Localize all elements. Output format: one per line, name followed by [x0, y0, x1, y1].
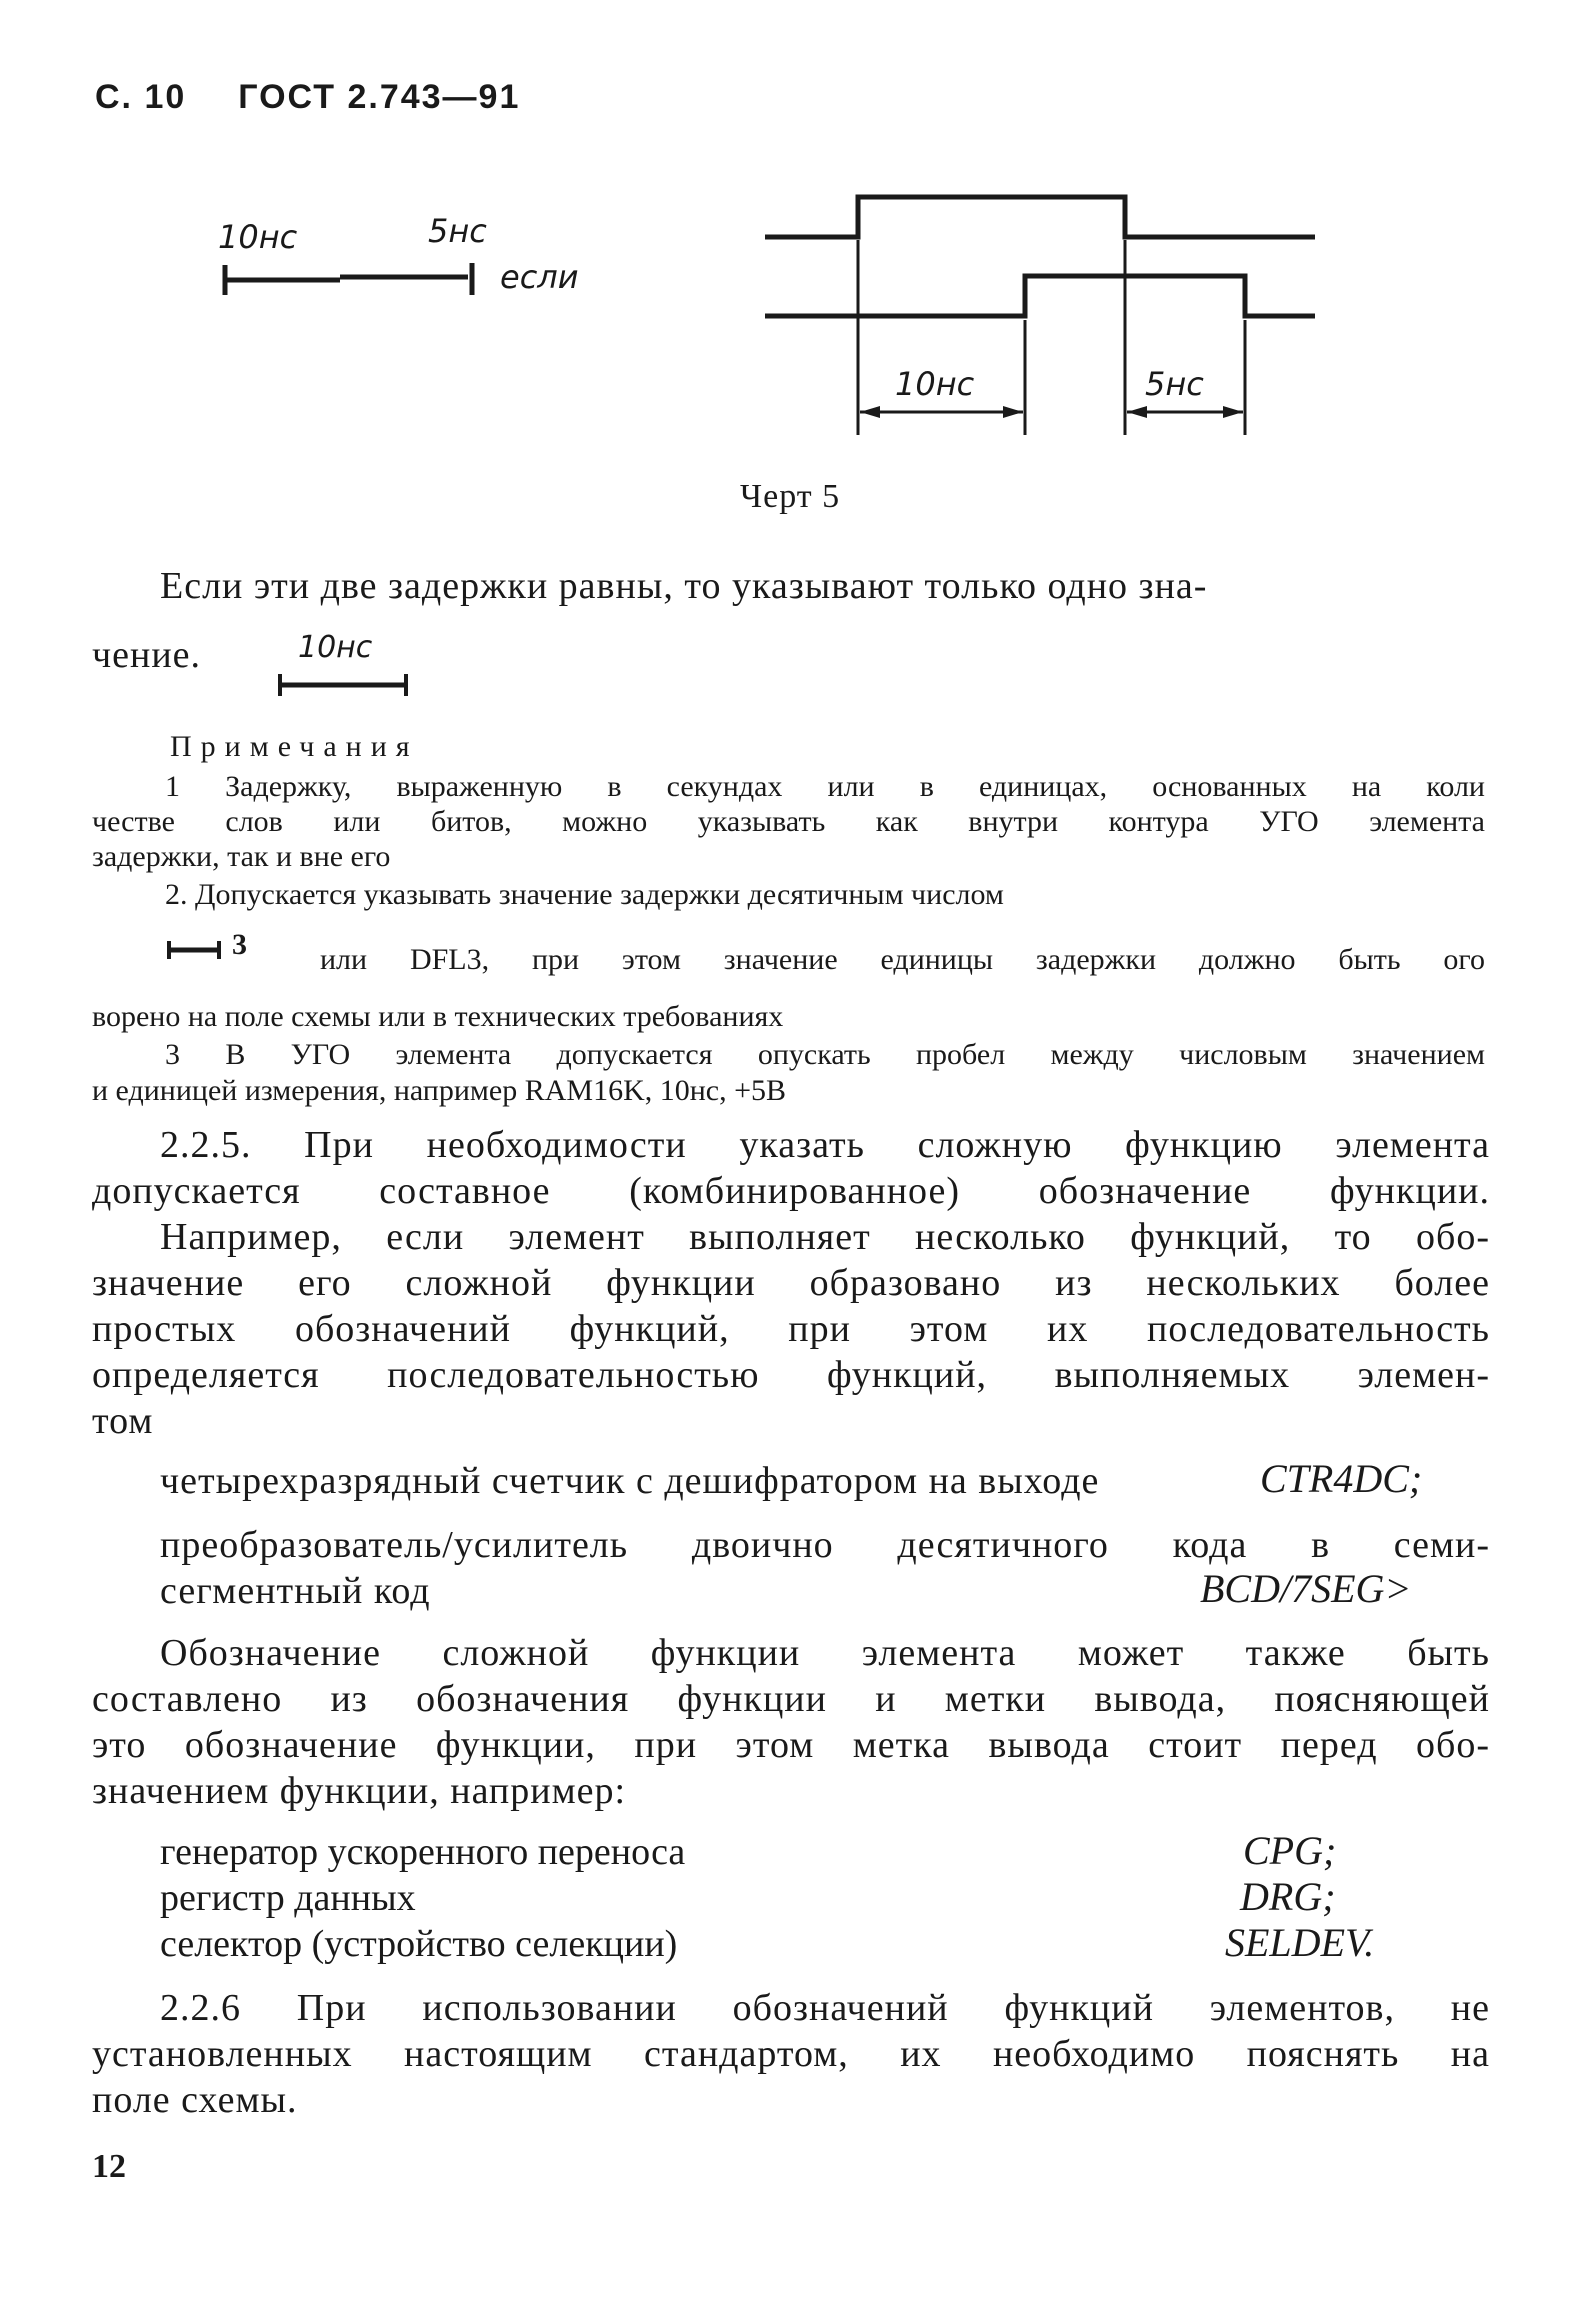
function-name: селектор (устройство селекции): [160, 1923, 678, 1965]
timing-label-5ns: 5нс: [1145, 365, 1204, 403]
equal-delay-label: 10нс: [298, 630, 373, 665]
single-delay-icon: [276, 670, 416, 700]
example2-line1: преобразователь/усилитель двоично десятичного кода в семи-: [160, 1524, 1490, 1566]
note1-line1: 1 Задержку, выраженную в секундах или в единицах, основанных на коли: [165, 770, 1485, 803]
note2-line1: 2. Допускается указывать значение задержки десятичным числом: [165, 878, 1004, 911]
complex-line2: составлено из обозначения функции и метки вывода, поясняющей: [92, 1678, 1490, 1720]
example2-line2: сегментный код: [160, 1570, 431, 1612]
note2-line3: ворено на поле схемы или в технических требованиях: [92, 1000, 784, 1033]
delay-symbol-icon: [210, 255, 490, 305]
s225-line7: том: [92, 1400, 154, 1442]
function-name: регистр данных: [160, 1877, 416, 1919]
s225-line2: допускается составное (комбинированное) обозначение функции.: [92, 1170, 1490, 1212]
s225-line6: определяется последовательностью функций, выполняемых элемен-: [92, 1354, 1490, 1396]
figure-caption: Черт 5: [740, 478, 841, 515]
s225-line4: значение его сложной функции образовано из нескольких более: [92, 1262, 1490, 1304]
standard-ref: ГОСТ 2.743—91: [238, 78, 521, 116]
note1-line2: честве слов или битов, можно указывать как внутри контура УГО элемента: [92, 805, 1485, 838]
delay-label-2: 5нс: [428, 212, 487, 250]
decimal-delay-icon: [165, 935, 235, 965]
function-code: CPG;: [1243, 1828, 1337, 1873]
para-equal-line1: Если эти две задержки равны, то указывают только одно зна-: [160, 565, 1208, 607]
complex-line1: Обозначение сложной функции элемента может также быть: [160, 1632, 1490, 1674]
timing-diagram: [750, 180, 1350, 450]
s226-line1: 2.2.6 При использовании обозначений функций элементов, не: [160, 1987, 1490, 2029]
s225-line1: 2.2.5. При необходимости указать сложную функцию элемента: [160, 1124, 1490, 1166]
s226-line3: поле схемы.: [92, 2079, 298, 2121]
page-number: 12: [92, 2148, 126, 2185]
example2-code: BCD/7SEG>: [1200, 1566, 1412, 1611]
function-name: генератор ускоренного переноса: [160, 1831, 686, 1873]
page-header: [95, 78, 520, 117]
note1-line3: задержки, так и вне его: [92, 840, 391, 873]
notes-title: Примечания: [170, 730, 419, 763]
page-ref: С. 10: [95, 78, 187, 116]
s225-line3: Например, если элемент выполняет несколько функций, то обо-: [160, 1216, 1490, 1258]
decimal-delay-digit: 3: [232, 928, 247, 961]
s226-line2: установленных настоящим стандартом, их необходимо пояснять на: [92, 2033, 1490, 2075]
s225-line5: простых обозначений функций, при этом их последовательность: [92, 1308, 1490, 1350]
function-code: DRG;: [1240, 1874, 1336, 1919]
note3-line2: и единицей измерения, например RAM16K, 10нс, +5В: [92, 1074, 787, 1107]
example1-text: четырехразрядный счетчик с дешифратором на выходе: [160, 1460, 1100, 1502]
para-equal-line2: чение.: [92, 634, 202, 676]
delay-label-1: 10нс: [218, 218, 298, 256]
timing-label-10ns: 10нс: [895, 365, 975, 403]
example1-code: CTR4DC;: [1260, 1456, 1423, 1501]
function-code: SELDEV.: [1225, 1920, 1375, 1965]
note2-line2: или DFL3, при этом значение единицы задержки должно быть ого: [320, 943, 1485, 976]
note3-line1: 3 В УГО элемента допускается опускать пробел между числовым значением: [165, 1038, 1485, 1071]
complex-line3: это обозначение функции, при этом метка вывода стоит перед обо-: [92, 1724, 1490, 1766]
complex-line4: значением функции, например:: [92, 1770, 627, 1812]
if-word: если: [500, 258, 579, 296]
